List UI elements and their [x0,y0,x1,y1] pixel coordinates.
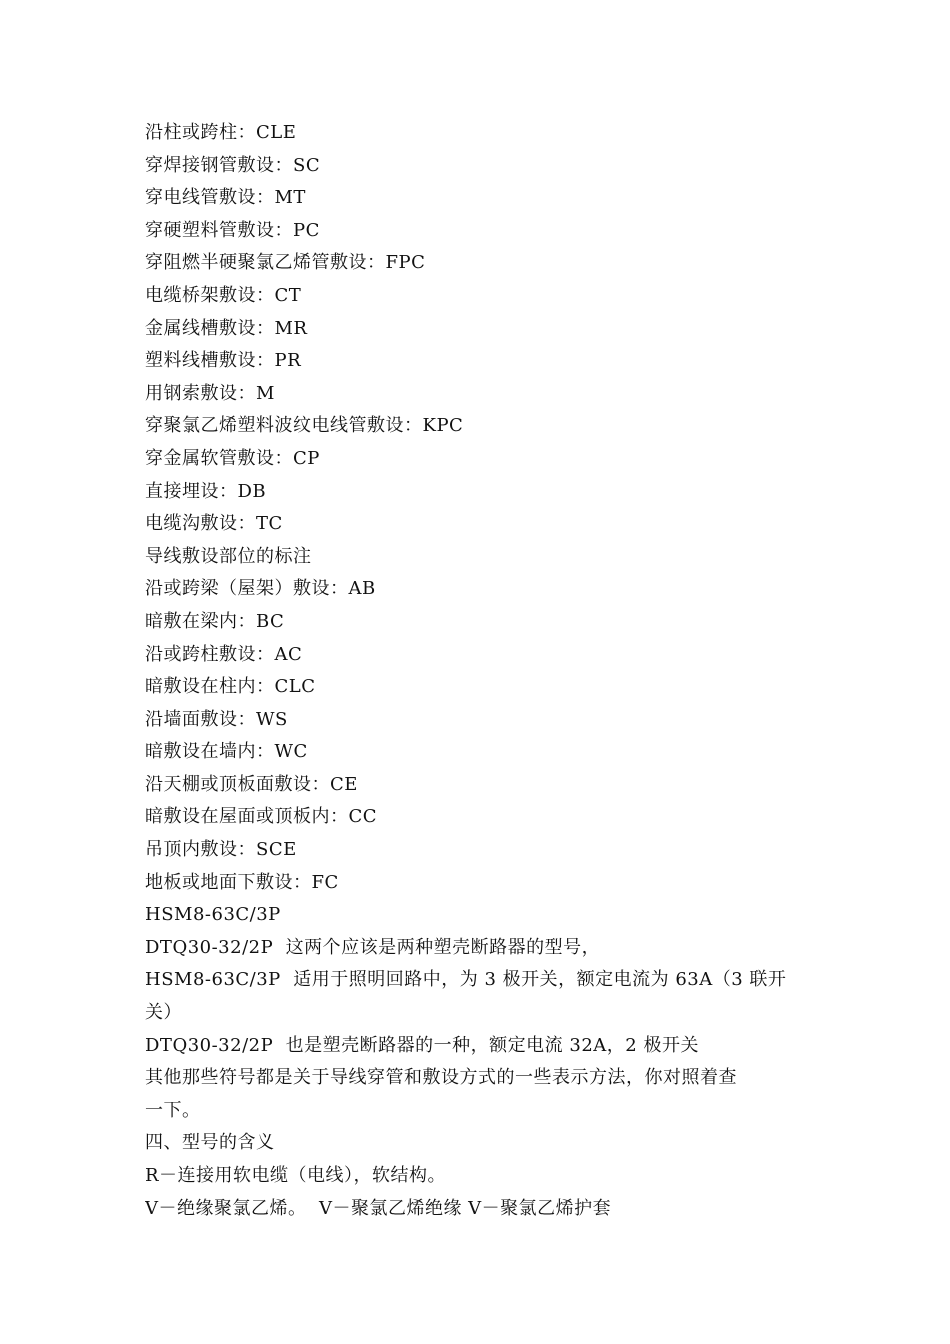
text-line: 塑料线槽敷设：PR [145,350,302,372]
text-line: 暗敷设在墙内：WC [145,741,308,763]
text-line: 吊顶内敷设：SCE [145,839,297,861]
text-line: 电缆桥架敷设：CT [145,284,302,306]
model-number-line: DTQ30-32/2P 这两个应该是两种塑壳断路器的型号， [145,936,601,958]
text-line: 穿阻燃半硬聚氯乙烯管敷设：FPC [145,252,426,274]
text-line: 电缆沟敷设：TC [145,513,283,535]
model-number-line: HSM8-63C/3P 适用于照明回路中，为 3 极开关，额定电流为 63A（3 联开 [145,969,787,991]
text-line: 穿焊接钢管敷设：SC [145,154,321,176]
text-line: 穿硬塑料管敷设：PC [145,219,320,241]
text-line: 地板或地面下敷设：FC [145,871,339,893]
text-line: 穿电线管敷设：MT [145,187,306,209]
text-line: 穿聚氯乙烯塑料波纹电线管敷设：KPC [145,415,464,437]
model-number-line: HSM8-63C/3P [145,904,281,926]
text-line: 沿柱或跨柱：CLE [145,122,297,143]
text-line: 用钢索敷设：M [145,382,275,404]
text-line: R－连接用软电缆（电线），软结构。 [145,1165,447,1186]
text-line: 穿金属软管敷设：CP [145,447,320,469]
text-line: 暗敷在梁内：BC [145,610,285,632]
document-body [145,117,810,1225]
text-line: 直接埋设：DB [145,480,267,502]
text-line: 关） [145,1002,182,1024]
text-line: 沿天棚或顶板面敷设：CE [145,773,358,795]
text-line: 暗敷设在屋面或顶板内：CC [145,806,378,828]
section-heading: 四、型号的含义 [145,1132,275,1154]
text-line: 金属线槽敷设：MR [145,317,308,339]
text-line: 暗敷设在柱内：CLC [145,676,316,698]
text-line: 沿或跨梁（屋架）敷设：AB [145,578,376,600]
text-line: 一下。 [145,1099,201,1121]
text-line: 沿墙面敷设：WS [145,708,288,730]
text-line: V－绝缘聚氯乙烯。 V－聚氯乙烯绝缘 V－聚氯乙烯护套 [145,1197,612,1219]
text-line: 其他那些符号都是关于导线穿管和敷设方式的一些表示方法，你对照着查 [145,1067,737,1089]
model-number-line: DTQ30-32/2P 也是塑壳断路器的一种，额定电流 32A，2 极开关 [145,1034,699,1056]
text-line: 沿或跨柱敷设：AC [145,643,303,665]
section-heading: 导线敷设部位的标注 [145,545,312,567]
